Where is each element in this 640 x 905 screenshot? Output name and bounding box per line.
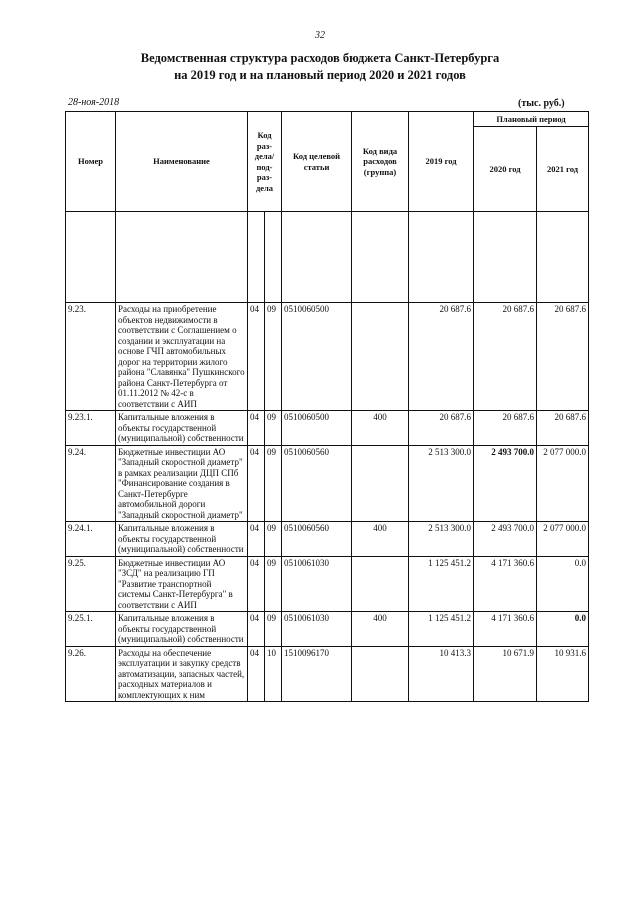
row-target-code: 0510060560 [282,445,352,522]
row-section: 04 [248,646,265,702]
row-expense-type: 400 [352,612,409,647]
row-amount-2019: 2 513 300.0 [409,445,474,522]
row-amount-2021: 0.0 [537,612,589,647]
row-amount-2020: 10 671.9 [474,646,537,702]
row-target-code: 0510060500 [282,411,352,446]
row-subsection: 09 [265,411,282,446]
row-number: 9.25. [66,556,116,612]
row-amount-2021: 2 077 000.0 [537,445,589,522]
row-amount-2020: 4 171 360.6 [474,612,537,647]
row-section: 04 [248,612,265,647]
row-amount-2019: 2 513 300.0 [409,522,474,557]
header-planned-period: Плановый период [474,112,589,127]
row-subsection: 10 [265,646,282,702]
title-line-1: Ведомственная структура расходов бюджета Санкт-Петербурга [140,51,500,65]
header-name: Наименование [116,112,248,212]
row-number: 9.23.1. [66,411,116,446]
row-expense-type [352,303,409,411]
row-expense-type [352,646,409,702]
row-expense-type [352,445,409,522]
row-section: 04 [248,522,265,557]
row-number: 9.24. [66,445,116,522]
row-name: Капитальные вложения в объекты государственной (муниципальной) собственности [116,612,248,647]
title-line-2: на 2019 год и на плановый период 2020 и 2021 годов [174,68,466,82]
row-amount-2020: 4 171 360.6 [474,556,537,612]
row-amount-2021: 20 687.6 [537,303,589,411]
row-subsection: 09 [265,445,282,522]
row-amount-2019: 1 125 451.2 [409,556,474,612]
header-number: Номер [66,112,116,212]
table-row [66,445,589,522]
row-target-code: 0510060500 [282,303,352,411]
row-target-code: 0510061030 [282,556,352,612]
row-target-code: 0510061030 [282,612,352,647]
table-row [66,522,589,557]
row-subsection: 09 [265,612,282,647]
row-amount-2019: 10 413.3 [409,646,474,702]
table-row [66,303,589,411]
row-section: 04 [248,303,265,411]
budget-table [65,111,589,702]
row-amount-2020: 2 493 700.0 [474,445,537,522]
row-name: Капитальные вложения в объекты государственной (муниципальной) собственности [116,411,248,446]
row-name: Бюджетные инвестиции АО "Западный скоростной диаметр" в рамках реализации ДЦП СПб "Финансирование создания в Санкт-Петербурге автомобильной дороги "Западный скоростной диаметр" [116,445,248,522]
row-expense-type: 400 [352,411,409,446]
row-amount-2021: 2 077 000.0 [537,522,589,557]
row-expense-type: 400 [352,522,409,557]
table-row [66,646,589,702]
header-2019: 2019 год [409,112,474,212]
row-target-code: 1510096170 [282,646,352,702]
row-target-code: 0510060560 [282,522,352,557]
table-row [66,612,589,647]
header-2021: 2021 год [537,127,589,212]
row-name: Расходы на приобретение объектов недвижимости в соответствии с Соглашением о создании и эксплуатации на основе ГЧП автомобильных дорог на территории жилого района "Славянка" Пушкинского района Санкт-Петербурга от 01.11.2012 № 42-с в соответствии с АИП [116,303,248,411]
row-amount-2019: 1 125 451.2 [409,612,474,647]
row-section: 04 [248,445,265,522]
header-2020: 2020 год [474,127,537,212]
row-amount-2021: 0.0 [537,556,589,612]
row-expense-type [352,556,409,612]
row-subsection: 09 [265,556,282,612]
page-title [0,50,640,84]
row-amount-2019: 20 687.6 [409,411,474,446]
header-target-code: Код целевой статьи [282,112,352,212]
header-expense-type-code: Код вида расходов (группа) [352,112,409,212]
row-number: 9.26. [66,646,116,702]
header-section-code: Код раз- дела/ под- раз- дела [248,112,282,212]
row-amount-2020: 2 493 700.0 [474,522,537,557]
row-amount-2019: 20 687.6 [409,303,474,411]
page-number: 32 [315,30,325,41]
row-name: Капитальные вложения в объекты государственной (муниципальной) собственности [116,522,248,557]
row-number: 9.23. [66,303,116,411]
table-row [66,556,589,612]
units-label: (тыс. руб.) [518,98,565,109]
row-amount-2021: 10 931.6 [537,646,589,702]
document-date: 28-ноя-2018 [68,97,120,108]
row-subsection: 09 [265,303,282,411]
row-subsection: 09 [265,522,282,557]
table-row [66,411,589,446]
row-amount-2021: 20 687.6 [537,411,589,446]
row-name: Расходы на обеспечение эксплуатации и закупку средств автоматизации, запасных частей, расходных материалов и комплектующих к ним [116,646,248,702]
row-amount-2020: 20 687.6 [474,303,537,411]
row-number: 9.24.1. [66,522,116,557]
spacer-row [66,212,589,303]
row-section: 04 [248,556,265,612]
row-amount-2020: 20 687.6 [474,411,537,446]
row-section: 04 [248,411,265,446]
row-name: Бюджетные инвестиции АО "ЗСД" на реализацию ГП "Развитие транспортной системы Санкт-Петербурга" в соответствии с АИП [116,556,248,612]
row-number: 9.25.1. [66,612,116,647]
